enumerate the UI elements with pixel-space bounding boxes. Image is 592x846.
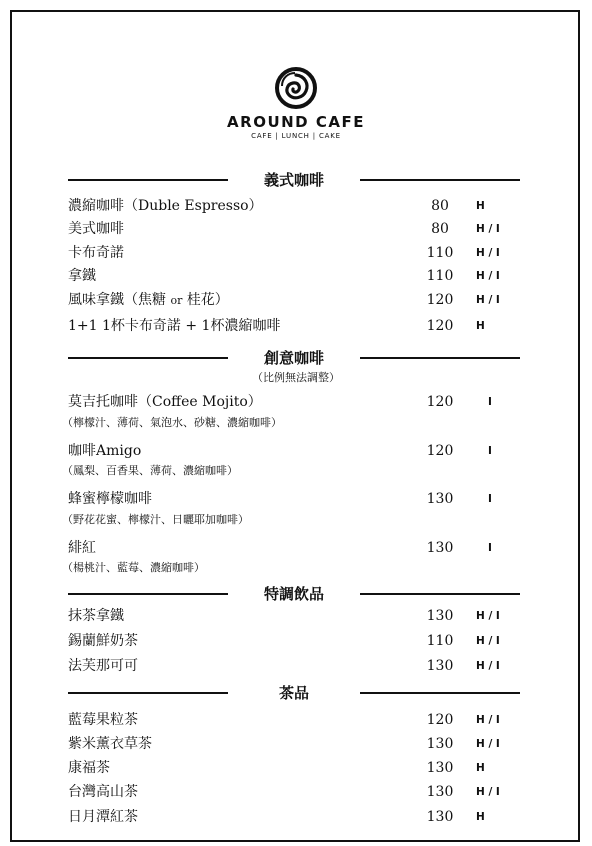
item-name-or: or [170, 294, 183, 307]
item-name: 緋紅 [68, 540, 96, 556]
item-temp: I [488, 445, 492, 457]
menu-item [68, 218, 520, 240]
item-temp: H / I [476, 714, 500, 726]
item-price: 130 [426, 658, 454, 674]
item-price: 110 [426, 245, 454, 261]
section-header-tea [68, 683, 520, 703]
item-name: 濃縮咖啡（Duble Espresso） [68, 198, 263, 214]
item-name-part: 桂花） [186, 292, 229, 308]
item-price: 120 [426, 318, 454, 334]
menu-item [68, 630, 520, 652]
item-temp: H / I [476, 223, 500, 235]
item-price: 120 [426, 394, 454, 410]
menu-item [68, 655, 520, 677]
item-description: （檸檬汁、薄荷、氣泡水、砂糖、濃縮咖啡） [62, 416, 282, 429]
item-price: 80 [431, 198, 449, 214]
menu-item [68, 391, 520, 413]
item-description: （野花花蜜、檸檬汁、日曬耶加咖啡） [62, 513, 249, 526]
section-title: 特調飲品 [263, 585, 324, 603]
divider-line [360, 357, 520, 359]
item-description: （鳳梨、百香果、薄荷、濃縮咖啡） [62, 464, 238, 477]
item-price: 120 [426, 712, 454, 728]
item-temp: I [488, 493, 492, 505]
menu-item [68, 265, 520, 287]
brand-name: AROUND CAFE [227, 113, 365, 131]
item-price: 120 [426, 443, 454, 459]
item-price: 80 [431, 221, 449, 237]
item-price: 130 [426, 608, 454, 624]
item-temp: H / I [476, 635, 500, 647]
menu-item [68, 488, 520, 510]
item-name: 台灣高山茶 [68, 784, 138, 800]
item-temp: H [476, 811, 485, 823]
menu-item [68, 289, 520, 311]
item-name: 美式咖啡 [68, 221, 124, 237]
item-temp: H / I [476, 270, 500, 282]
item-temp: I [488, 396, 492, 408]
menu-item [68, 605, 520, 627]
menu-item [68, 315, 520, 337]
brand-header [0, 66, 592, 140]
item-temp: H [476, 320, 485, 332]
section-title: 茶品 [278, 684, 309, 702]
item-name: 康福茶 [68, 760, 110, 776]
item-price: 130 [426, 760, 454, 776]
menu-item [68, 242, 520, 264]
menu-item [68, 781, 520, 803]
section-header-creative [68, 348, 520, 368]
item-price: 130 [426, 736, 454, 752]
item-name: 日月潭紅茶 [68, 809, 138, 825]
item-name: 藍莓果粒茶 [68, 712, 138, 728]
item-name: 蜂蜜檸檬咖啡 [68, 491, 152, 507]
item-price: 110 [426, 633, 454, 649]
item-temp: H / I [476, 738, 500, 750]
item-name: 莫吉托咖啡（Coffee Mojito） [68, 394, 262, 410]
item-name: 1+1 1杯卡布奇諾 + 1杯濃縮咖啡 [68, 318, 281, 334]
section-title: 義式咖啡 [263, 171, 324, 189]
item-price: 130 [426, 784, 454, 800]
divider-line [360, 179, 520, 181]
item-temp: H [476, 200, 485, 212]
menu-item [68, 757, 520, 779]
item-name: 拿鐵 [68, 268, 96, 284]
section-header-specialty [68, 584, 520, 604]
item-temp: I [488, 542, 492, 554]
item-name: 法芙那可可 [68, 658, 138, 674]
item-temp: H [476, 762, 485, 774]
item-temp: H / I [476, 294, 500, 306]
menu-item [68, 733, 520, 755]
menu-item [68, 709, 520, 731]
item-name: 錫蘭鮮奶茶 [68, 633, 138, 649]
item-price: 110 [426, 268, 454, 284]
item-temp: H / I [476, 247, 500, 259]
menu-item [68, 195, 520, 217]
menu-item [68, 806, 520, 828]
item-name: 抹茶拿鐵 [68, 608, 124, 624]
divider-line [360, 593, 520, 595]
brand-tagline: CAFE | LUNCH | CAKE [251, 132, 341, 140]
item-name: 卡布奇諾 [68, 245, 124, 261]
item-price: 120 [426, 292, 454, 308]
menu-item [68, 537, 520, 559]
item-name: 咖啡Amigo [68, 443, 142, 459]
item-temp: H / I [476, 610, 500, 622]
coffee-swirl-icon [274, 66, 318, 110]
item-temp: H / I [476, 660, 500, 672]
item-name [68, 289, 229, 312]
item-temp: H / I [476, 786, 500, 798]
item-description: （楊桃汁、藍莓、濃縮咖啡） [62, 561, 205, 574]
divider-line [360, 692, 520, 694]
section-note: （比例無法調整） [252, 371, 340, 384]
section-title: 創意咖啡 [263, 349, 324, 367]
item-price: 130 [426, 491, 454, 507]
item-name-part: 風味拿鐵（焦糖 [68, 292, 166, 308]
menu-item [68, 440, 520, 462]
item-name: 紫米薰衣草茶 [68, 736, 152, 752]
item-price: 130 [426, 540, 454, 556]
item-price: 130 [426, 809, 454, 825]
section-header-espresso [68, 170, 520, 190]
